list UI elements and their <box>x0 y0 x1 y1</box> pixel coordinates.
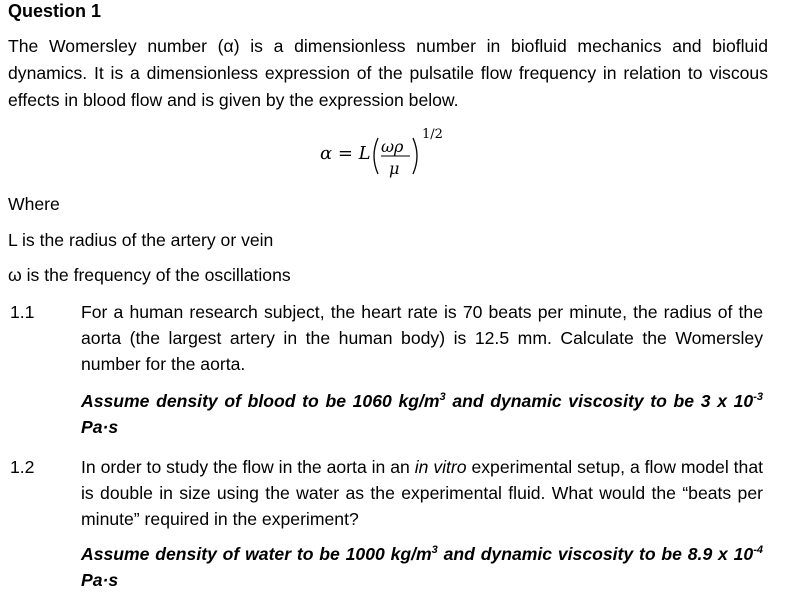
question-text-1-2: In order to study the flow in the aorta in an in vitro experimental setup, a flow model that is double in size using the water as the experimental fluid. What would the “beats per minute” required in the experiment? <box>81 457 763 529</box>
assumption-1-1: Assume density of blood to be 1060 $kg/m^3$ and dynamic viscosity to be 3 x $10^{-3}$ Pa·s <box>81 391 763 437</box>
formula-exponent: 1/2 <box>422 127 443 142</box>
formula-right-paren <box>413 138 417 174</box>
definition-omega: ω is the frequency of the oscillations <box>8 265 291 285</box>
question-number-1-1: 1.1 <box>10 302 35 322</box>
formula-numerator: ωρ <box>381 137 404 156</box>
womersley-formula <box>320 122 480 180</box>
formula-lhs: α = L <box>320 143 371 164</box>
density-unit-exponent: 3 <box>431 544 438 556</box>
question-title: Question 1 <box>8 1 102 21</box>
question-text-1-1: For a human research subject, the heart rate is 70 beats per minute, the radius of the aorta (the largest artery in the human body) is 12.5 mm. Calculate the Womersley number for the aorta. <box>81 302 763 374</box>
formula-left-paren <box>374 138 378 174</box>
density-unit-exponent: 3 <box>439 391 446 403</box>
assumption-1-2: Assume density of water to be 1000 $kg/m^3$ and dynamic viscosity to be 8.9 x $10^{-4}$ Pa·s <box>81 544 763 590</box>
question-number-1-2: 1.2 <box>10 457 35 477</box>
viscosity-exponent: -3 <box>753 391 763 403</box>
definition-l: L is the radius of the artery or vein <box>8 230 274 250</box>
formula-denominator: μ <box>389 159 400 178</box>
intro-paragraph: The Womersley number (α) is a dimensionless number in biofluid mechanics and biofluid dynamics. It is a dimensionless expression of the pulsatile flow frequency in relation to viscous effects in blood flow and is given by the expression below. <box>8 36 768 110</box>
where-label: Where <box>8 194 60 214</box>
viscosity-exponent: -4 <box>753 544 763 556</box>
